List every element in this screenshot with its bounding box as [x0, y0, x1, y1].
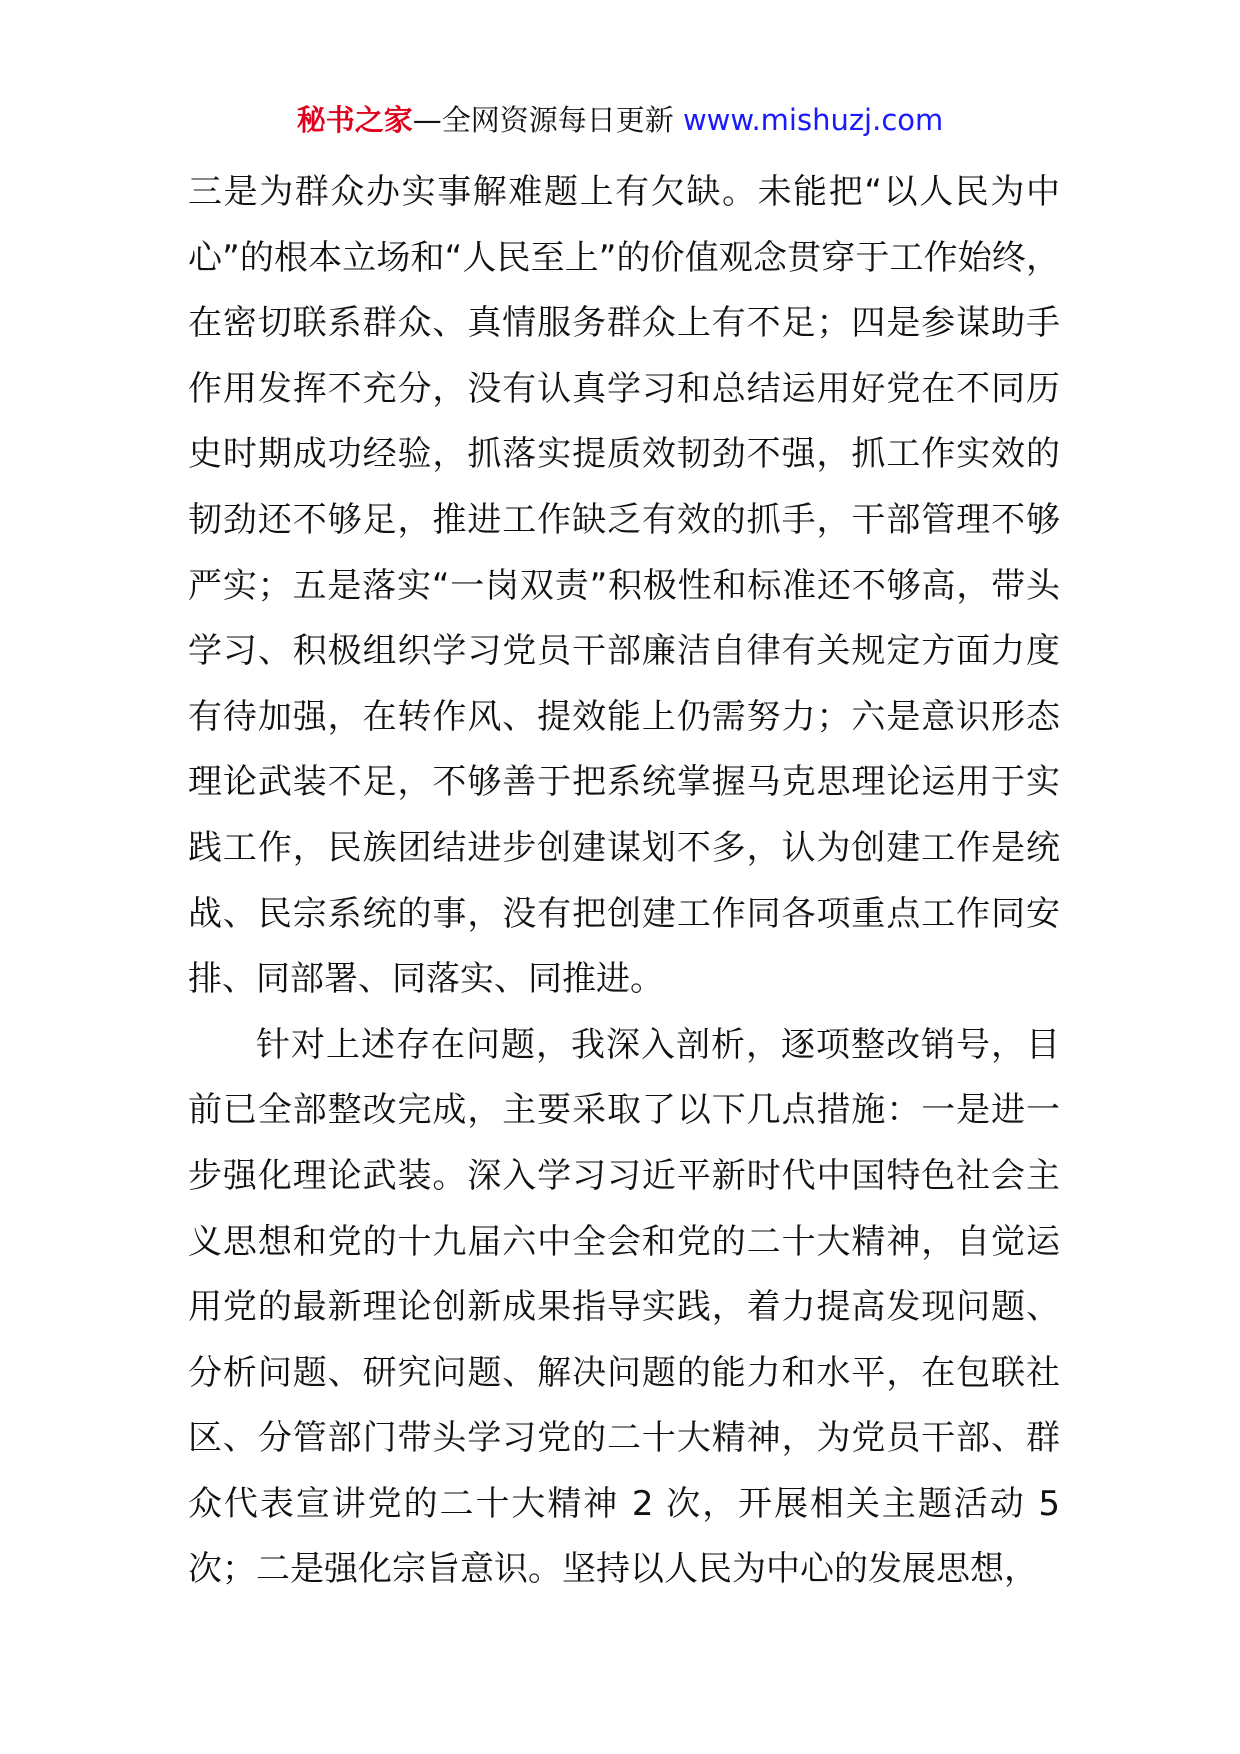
paragraph-measures: 针对上述存在问题，我深入剖析，逐项整改销号，目前已全部整改完成，主要采取了以下几点措施：一是进一步强化理论武装。深入学习习近平新时代中国特色社会主义思想和党的十九届六中全会和党的二十大精神，自觉运用党的最新理论创新成果指导实践，着力提高发现问题、分析问题、研究问题、解决问题的能力和水平，在包联社区、分管部门带头学习党的二十大精神，为党员干部、群众代表宣讲党的二十大精神 2 次，开展相关主题活动 5 次；二是强化宗旨意识。坚持以人民为中心的发展思想，: [188, 1024, 1060, 1590]
site-brand: 秘书之家: [296, 103, 413, 137]
paragraph-continuation: 三是为群众办实事解难题上有欠缺。未能把“以人民为中心”的根本立场和“人民至上”的价值观念贯穿于工作始终，在密切联系群众、真情服务群众上有不足；四是参谋助手作用发挥不充分，没有认真学习和总结运用好党在不同历史时期成功经验，抓落实提质效韧劲不强，抓工作实效的韧劲还不够足，推进工作缺乏有效的抓手，干部管理不够严实；五是落实“一岗双责”积极性和标准还不够高，带头学习、积极组织学习党员干部廉洁自律有关规定方面力度有待加强，在转作风、提效能上仍需努力；六是意识形态理论武装不足，不够善于把系统掌握马克思理论运用于实践工作，民族团结进步创建谋划不多，认为创建工作是统战、民宗系统的事，没有把创建工作同各项重点工作同安排、同部署、同落实、同推进。: [188, 172, 1060, 1000]
site-tagline: —全网资源每日更新: [412, 103, 674, 137]
site-url-link[interactable]: www.mishuzj.com: [682, 103, 944, 137]
document-body: [188, 160, 1060, 1603]
page-header: [0, 100, 1240, 140]
